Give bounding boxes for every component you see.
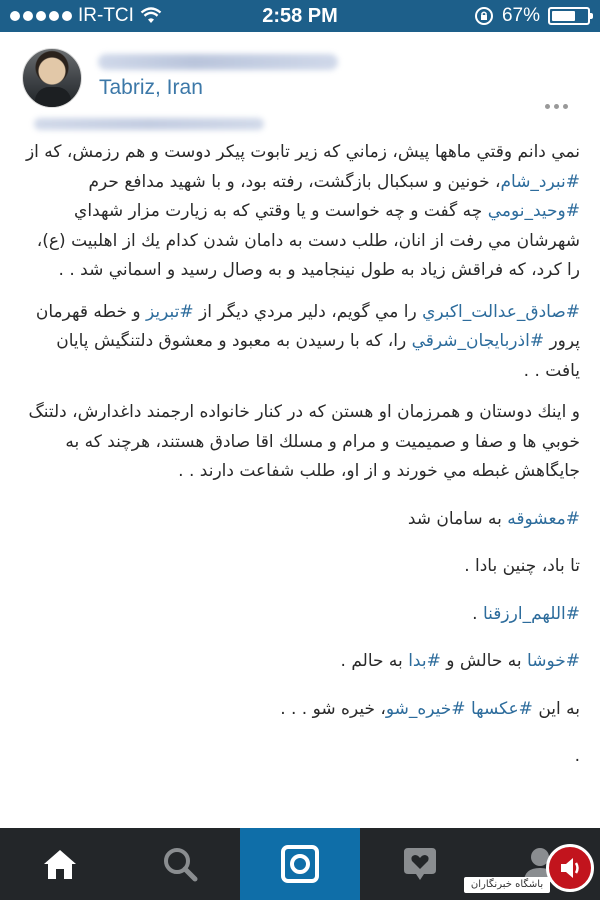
caption-paragraph-7: #خوشا به حالش و #بدا به حالم .: [340, 651, 580, 671]
wifi-icon: [140, 7, 162, 25]
battery-icon: [548, 7, 590, 25]
hashtag-link[interactable]: #نبرد_شام: [500, 171, 580, 192]
ellipsis-icon[interactable]: [545, 104, 568, 109]
speaker-logo-icon: [555, 853, 585, 883]
home-icon: [38, 842, 82, 886]
hashtag-link[interactable]: #معشوقه: [507, 508, 580, 529]
rotation-lock-icon: [474, 6, 494, 26]
caption-paragraph-2: #صادق_عدالت_اكبري را مي گويم، دلير مردي ديگر از #تبريز و خطه قهرمان پرور #اذربايجان_شرقي را، كه با رسيدن به معبود و معشوق دلتنگيش پايان يافت . .: [35, 301, 580, 381]
watermark-logo: [546, 844, 594, 892]
signal-strength-icon: [10, 11, 72, 21]
camera-icon: [278, 842, 322, 886]
watermark-text: باشگاه خبرنگاران: [464, 877, 550, 893]
hashtag-link[interactable]: #صادق_عدالت_اكبري: [422, 301, 580, 322]
clock: 2:58 PM: [262, 4, 338, 27]
post-header: [0, 32, 600, 118]
hashtag-link[interactable]: #اذربايجان_شرقي: [411, 331, 545, 351]
nav-home[interactable]: [0, 828, 120, 900]
battery-level: [552, 11, 575, 21]
post-location[interactable]: Tabriz, Iran: [99, 76, 203, 99]
caption-paragraph-8: به اين #عكسها #خيره_شو، خيره شو . . .: [280, 698, 580, 719]
hashtag-link[interactable]: #عكسها: [470, 698, 533, 719]
hashtag-link[interactable]: #تبريز: [145, 301, 194, 322]
battery-percent: 67%: [501, 5, 540, 26]
carrier-name: IR-TCI: [78, 5, 134, 26]
hashtag-link[interactable]: #وحيد_نومي: [487, 201, 580, 221]
caption-paragraph-3: و اينك دوستان و همرزمان او هستن كه در كنار خانواده ارجمند داغدارش، دلتنگ خوبي ها و صفا و صميميت و مرام و مسلك اقا صادق هستند، هرچند كه به جايگاهش غبطه مي خورند و از او، طلب شفاعت دارند . .: [28, 402, 580, 481]
caption-paragraph-9: .: [574, 746, 580, 766]
hashtag-link[interactable]: #خيره_شو: [385, 698, 466, 719]
caption-paragraph-5: تا باد، چنين بادا .: [464, 556, 580, 576]
hashtag-link[interactable]: #خوشا: [527, 651, 580, 671]
blurred-subline: [34, 118, 264, 130]
nav-camera[interactable]: [240, 828, 360, 900]
search-icon: [158, 842, 202, 886]
username-blurred[interactable]: [98, 54, 338, 70]
avatar[interactable]: [22, 48, 82, 108]
nav-search[interactable]: [120, 828, 240, 900]
caption-paragraph-4: #معشوقه به سامان شد: [407, 508, 580, 529]
status-left: [10, 5, 210, 27]
hashtag-link[interactable]: #بدا: [408, 651, 441, 671]
nav-activity[interactable]: [360, 828, 480, 900]
hashtag-link[interactable]: #اللهم_ارزقنا: [482, 603, 580, 624]
caption-paragraph-1: نمي دانم وقتي ماهها پيش، زماني كه زير تابوت پيكر دوست و هم رزمش، كه از #نبرد_شام، خونين و سبكبال بازگشت، رفته بود، و با شهيد مدافع حرم #وحيد_نومي چه گفت و چه خواست و يا وقتي كه به زيارت مزار شهداي شهرشان مي رفت از انان، طلب دست به دامان شدن كدام يك از اهلبيت (ع)، را كرد، كه فراقش زياد به طول نينجاميد و به وصال رسيد و اسماني شد . .: [25, 142, 580, 280]
activity-icon: [398, 842, 442, 886]
post-caption: [24, 138, 580, 784]
status-bar: [0, 0, 600, 32]
status-right: [390, 5, 590, 27]
caption-paragraph-6: #اللهم_ارزقنا .: [472, 603, 580, 624]
